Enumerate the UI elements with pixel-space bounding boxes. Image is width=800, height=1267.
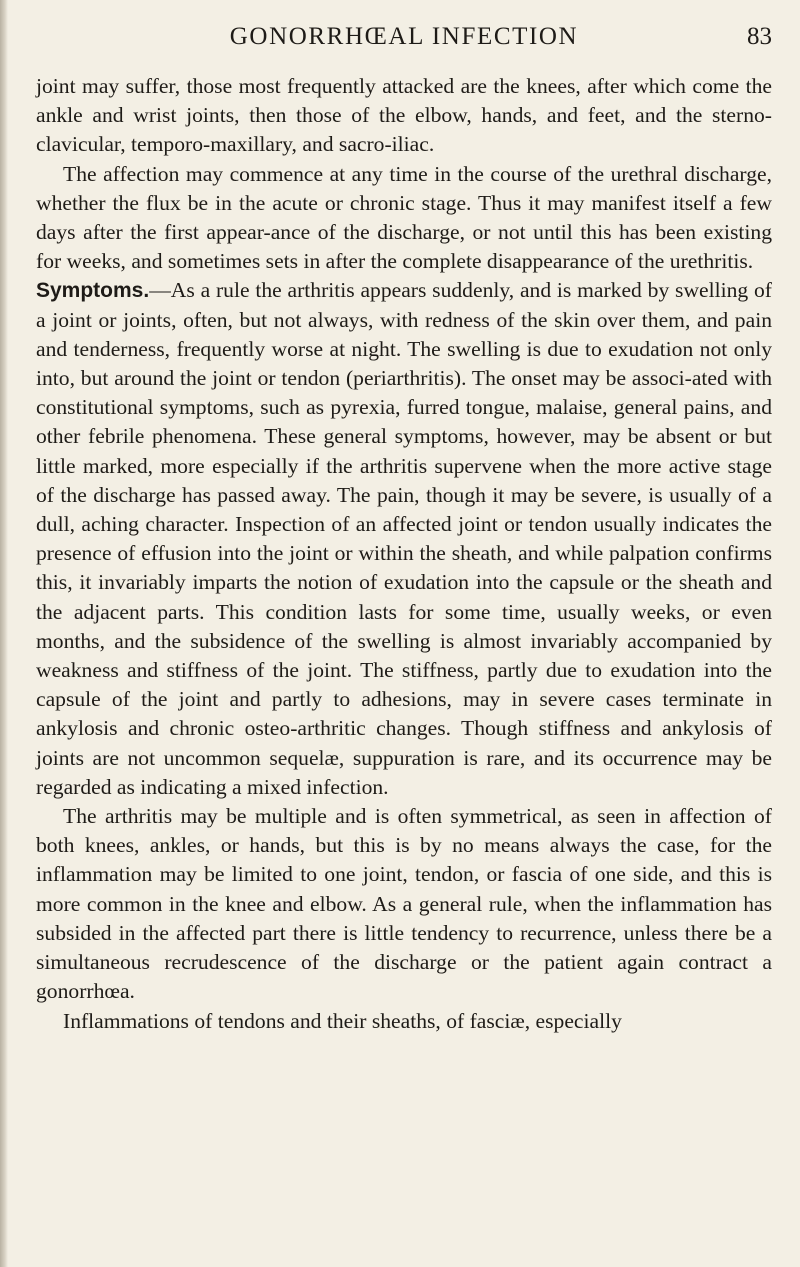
body-text	[36, 72, 772, 1036]
section-heading-symptoms: Symptoms.	[36, 279, 150, 303]
running-title: GONORRHŒAL INFECTION	[229, 23, 579, 50]
paragraph-tendons: Inflammations of tendons and their sheaths, of fasciæ, especially	[63, 1008, 622, 1033]
symptoms-text: —As a rule the arthritis appears suddenly, and is marked by swelling of a joint or joints, often, but not always, with redness of the skin over them, and pain and tenderness, frequently worse at night. The swelling is due to exudation not only into, but around the joint or tendon (periarthritis). The onset may be associ-ated with constitutional symptoms, such as pyrexia, furred tongue, malaise, general pains, and other febrile phenomena. These general symptoms, however, may be absent or but little marked, more especially if the arthritis supervene when the more active stage of the discharge has passed away. The pain, though it may be severe, is usually of a dull, aching character. Inspection of an affected joint or tendon usually indicates the presence of effusion into the joint or within the sheath, and while palpation confirms this, it invariably imparts the notion of exudation into the capsule or the sheath and the adjacent parts. This condition lasts for some time, usually weeks, or even months, and the subsidence of the swelling is almost invariably accompanied by weakness and stiffness of the joint. The stiffness, partly due to exudation into the capsule of the joint and partly to adhesions, may in severe cases terminate in ankylosis and chronic osteo-arthritic changes. Though stiffness and ankylosis of joints are not uncommon sequelæ, suppuration is rare, and its occurrence may be regarded as indicating a mixed infection.	[36, 278, 772, 799]
paragraph-continued: joint may suffer, those most frequently attacked are the knees, after which come the ankle and wrist joints, then those of the elbow, hands, and feet, and the sterno-clavicular, temporo-maxillary, and sacro-iliac.	[36, 74, 772, 157]
page-number: 83	[747, 23, 772, 50]
paragraph-symptoms	[36, 276, 772, 802]
running-head	[36, 20, 772, 54]
paragraph-onset: The affection may commence at any time in the course of the urethral discharge, whether the flux be in the acute or chronic stage. Thus it may manifest itself a few days after the first appear-ance of the discharge, or not until this has been existing for weeks, and sometimes sets in after the complete disappearance of the urethritis.	[36, 161, 772, 274]
paragraph-multiple-arthritis: The arthritis may be multiple and is often symmetrical, as seen in affection of both knees, ankles, or hands, but this is by no means always the case, for the inflammation may be limited to one joint, tendon, or fascia of one side, and this is more common in the knee and elbow. As a general rule, when the inflammation has subsided in the affected part there is little tendency to recurrence, unless there be a simultaneous recrudescence of the discharge or the patient again contract a gonorrhœa.	[36, 804, 772, 1004]
book-page	[36, 20, 772, 1036]
book-spine-shadow	[0, 0, 8, 1267]
